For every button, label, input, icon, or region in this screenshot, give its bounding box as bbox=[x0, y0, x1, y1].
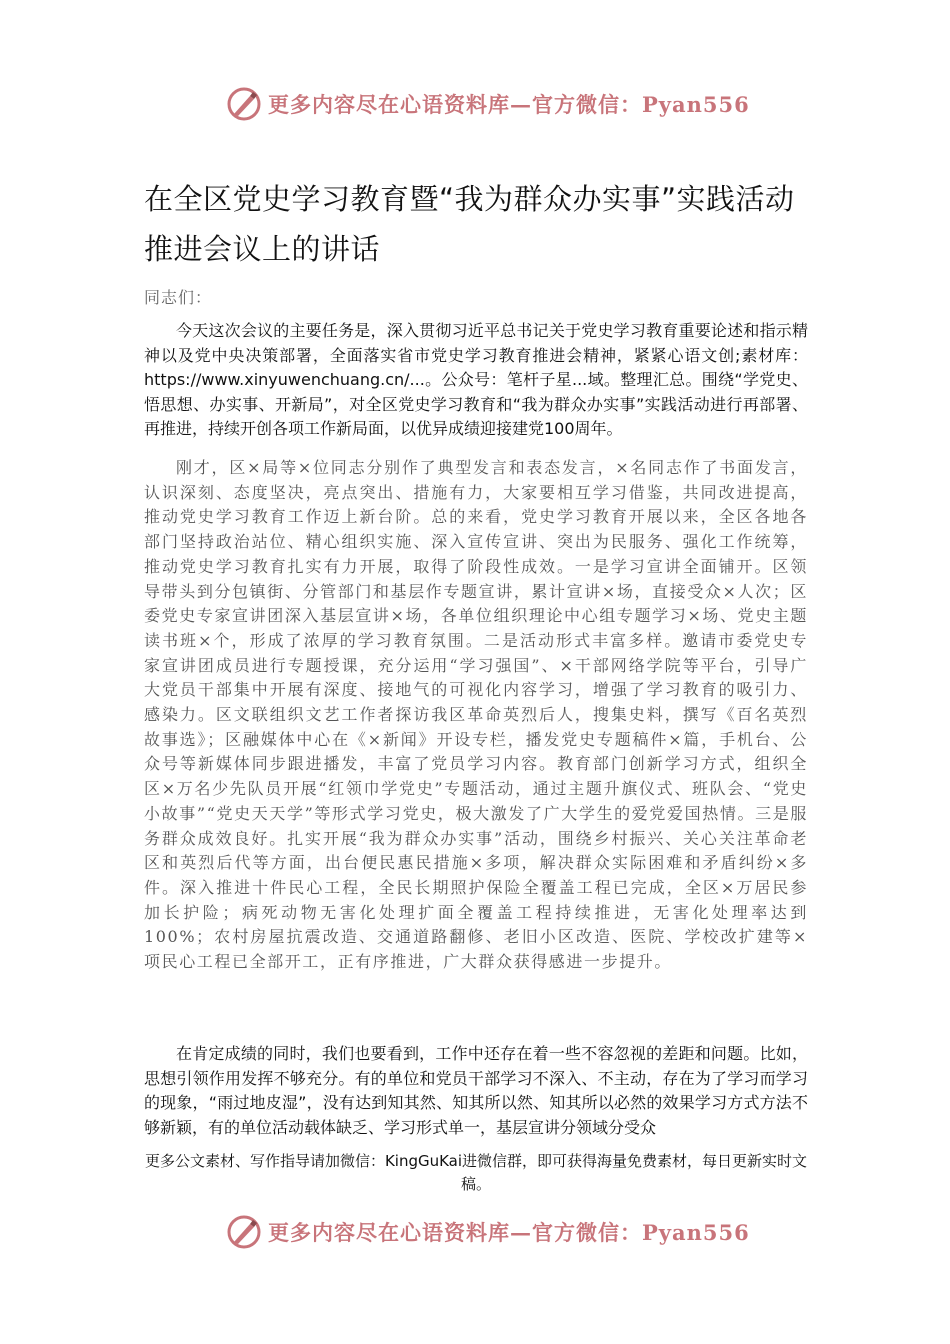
banner-text: 更多内容尽在心语资料库—官方微信：Pyan556 bbox=[268, 1220, 750, 1245]
footer-banner bbox=[226, 1212, 750, 1252]
banner-text: 更多内容尽在心语资料库—官方微信：Pyan556 bbox=[268, 92, 750, 117]
greeting: 同志们： bbox=[144, 288, 213, 307]
header-banner bbox=[226, 84, 750, 124]
pen-logo-icon bbox=[226, 1214, 262, 1250]
pen-logo-icon bbox=[226, 86, 262, 122]
paragraph-problems: 在肯定成绩的同时，我们也要看到，工作中还存在着一些不容忽视的差距和问题。比如，思想引领作用发挥不够充分。有的单位和党员干部学习不深入、不主动，存在为了学习而学习的现象，“雨过地皮湿”，没有达到知其然、知其所以然、知其所以必然的效果学习方式方法不够新颖，有的单位活动载体缺乏、学习形式单一，基层宣讲分领域分受众 bbox=[144, 1044, 808, 1137]
paragraph-achievements: 刚才，区×局等×位同志分别作了典型发言和表态发言，×名同志作了书面发言，认识深刻、态度坚决，亮点突出、措施有力，大家要相互学习借鉴，共同改进提高，推动党史学习教育工作迈上新台阶。总的来看，党史学习教育开展以来，全区各地各部门坚持政治站位、精心组织实施、深入宣传宣讲、突出为民服务、强化工作统筹，推动党史学习教育扎实有力开展，取得了阶段性成效。一是学习宣讲全面铺开。区领导带头到分包镇街、分管部门和基层作专题宣讲，累计宣讲×场，直接受众×人次；区委党史专家宣讲团深入基层宣讲×场，各单位组织理论中心组专题学习×场、党史主题读书班×个，形成了浓厚的学习教育氛围。二是活动形式丰富多样。邀请市委党史专家宣讲团成员进行专题授课，充分运用“学习强国”、×干部网络学院等平台，引导广大党员干部集中开展有深度、接地气的可视化内容学习，增强了学习教育的吸引力、感染力。区文联组织文艺工作者探访我区革命英烈后人，搜集史料，撰写《百名英烈故事选》；区融媒体中心在《×新闻》开设专栏，播发党史专题稿件×篇，手机台、公众号等新媒体同步跟进播发，丰富了党员学习内容。教育部门创新学习方式，组织全区×万名少先队员开展“红领巾学党史”专题活动，通过主题升旗仪式、班队会、“党史小故事”“党史天天学”等形式学习党史，极大激发了广大学生的爱党爱国热情。三是服务群众成效良好。扎实开展“我为群众办实事”活动，围绕乡村振兴、关心关注革命老区和英烈后代等方面，出台便民惠民措施×多项，解决群众实际困难和矛盾纠纷×多件。深入推进十件民心工程，全民长期照护保险全覆盖工程已完成，全区×万居民参加长护险；病死动物无害化处理扩面全覆盖工程持续推进，无害化处理率达到100%；农村房屋抗震改造、交通道路翻修、老旧小区改造、医院、学校改扩建等×项民心工程已全部开工，正有序推进，广大群众获得感进一步提升。 bbox=[144, 458, 808, 972]
footer-note: 更多公文素材、写作指导请加微信：KingGuKai进微信群，即可获得海量免费素材，每日更新实时文稿。 bbox=[144, 1152, 808, 1193]
document-title: 在全区党史学习教育暨“我为群众办实事”实践活动推进会议上的讲话 bbox=[144, 182, 795, 266]
paragraph-intro: 今天这次会议的主要任务是，深入贯彻习近平总书记关于党史学习教育重要论述和指示精神以及党中央决策部署，全面落实省市党史学习教育推进会精神，紧紧心语文创;素材库：https://www.xinyuwenchuang.cn/...。公众号：笔杆子星...域。整理汇总。围绕“学党史、悟思想、办实事、开新局”，对全区党史学习教育和“我为群众办实事”实践活动进行再部署、再推进，持续开创各项工作新局面，以优异成绩迎接建党100周年。 bbox=[144, 321, 808, 439]
